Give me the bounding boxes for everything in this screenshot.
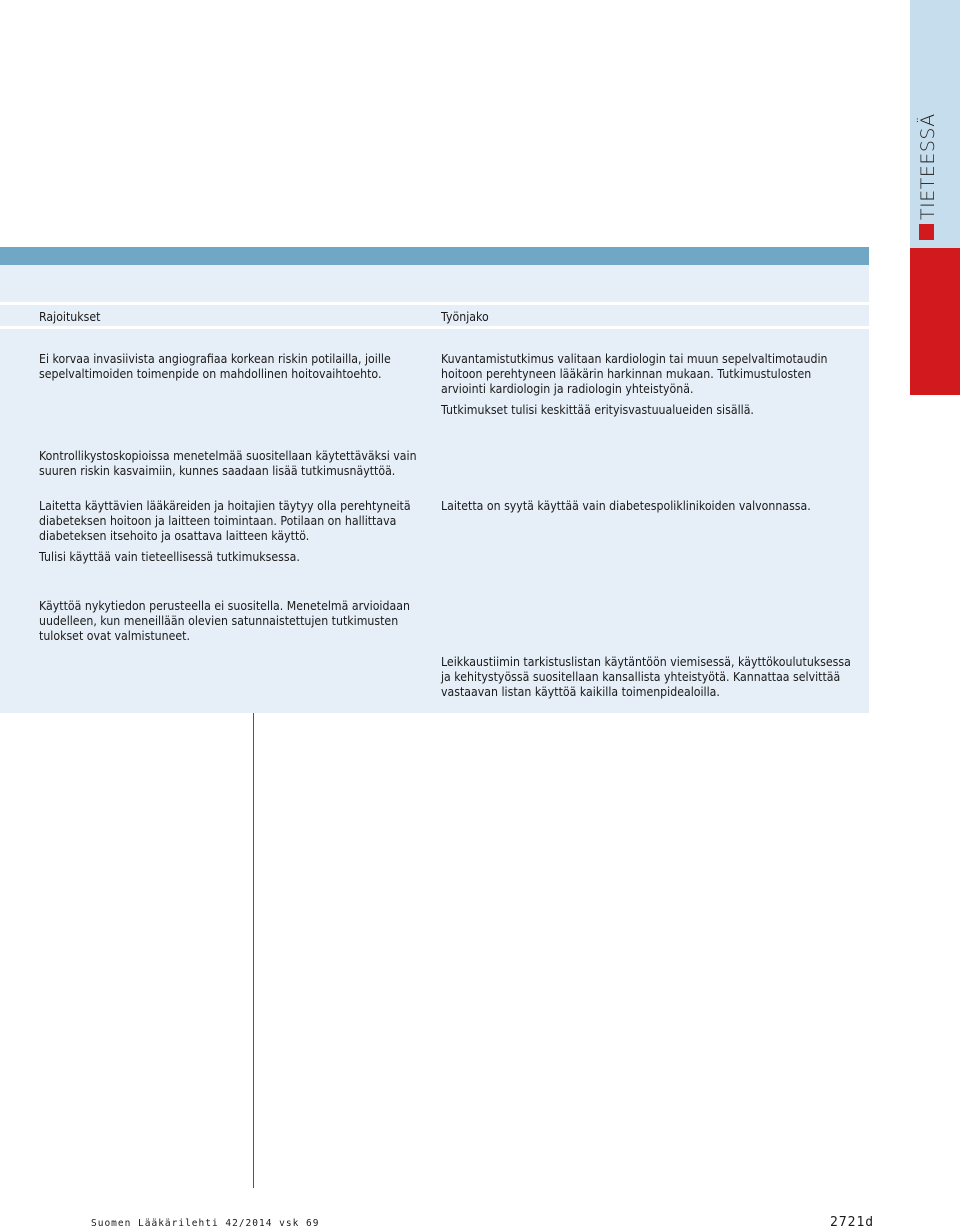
- cell-text: Laitetta on syytä käyttää vain diabetespoliklinikoiden valvonnassa.: [441, 498, 811, 513]
- footer-journal: Suomen Lääkärilehti 42/2014 vsk 69: [91, 1218, 320, 1229]
- table-cell: [441, 654, 853, 705]
- cell-text: Tutkimukset tulisi keskittää erityisvastuualueiden sisällä.: [441, 402, 754, 417]
- table-header-bar: [0, 247, 869, 265]
- column-header-division-of-labor: Työnjako: [441, 309, 489, 324]
- table-cell: [39, 498, 430, 570]
- column-rule: [253, 713, 254, 1188]
- cell-text: Leikkaustiimin tarkistuslistan käytäntöön viemisessä, käyttökoulutuksessa ja kehitystyössä suositellaan kansallista yhteistyötä. Kannattaa selvittää vastaavan listan käyttöä kaikilla toimenpidealoilla.: [441, 654, 851, 699]
- cell-text: Käyttöä nykytiedon perusteella ei suositella. Menetelmä arvioidaan uudelleen, kun meneillään olevien satunnaistettujen tutkimusten tulokset ovat valmistuneet.: [39, 598, 410, 643]
- column-header-limitations: Rajoitukset: [39, 309, 101, 324]
- section-label: TIETEESSÄ: [917, 113, 939, 220]
- cell-text: Kuvantamistutkimus valitaan kardiologin tai muun sepelvaltimotaudin hoitoon perehtyneen lääkärin harkinnan mukaan. Tutkimustulosten arviointi kardiologin ja radiologin yhteistyönä.: [441, 351, 828, 396]
- table-cell: [39, 598, 430, 649]
- table-divider: [0, 302, 869, 305]
- table-cell: [441, 351, 853, 423]
- section-marker-square: [919, 224, 934, 240]
- section-tab-accent: [910, 248, 960, 395]
- table-cell: [39, 351, 430, 387]
- cell-text: Laitetta käyttävien lääkäreiden ja hoitajien täytyy olla perehtyneitä diabeteksen hoitoon ja laitteen toimintaan. Potilaan on hallittava diabeteksen itsehoito ja osattava laitteen käyttö.: [39, 498, 411, 543]
- cell-text: Kontrollikystoskopioissa menetelmää suositellaan käytettäväksi vain suuren riskin kasvaimiin, kunnes saadaan lisää tutkimusnäyttöä.: [39, 448, 417, 478]
- cell-text: Tulisi käyttää vain tieteellisessä tutkimuksessa.: [39, 549, 300, 564]
- page-number: 2721d: [830, 1215, 875, 1230]
- table-divider: [0, 326, 869, 329]
- table-cell: [39, 448, 430, 484]
- table-cell: [441, 498, 853, 519]
- cell-text: Ei korvaa invasiivista angiografiaa korkean riskin potilailla, joille sepelvaltimoiden toimenpide on mahdollinen hoitovaihtoehto.: [39, 351, 391, 381]
